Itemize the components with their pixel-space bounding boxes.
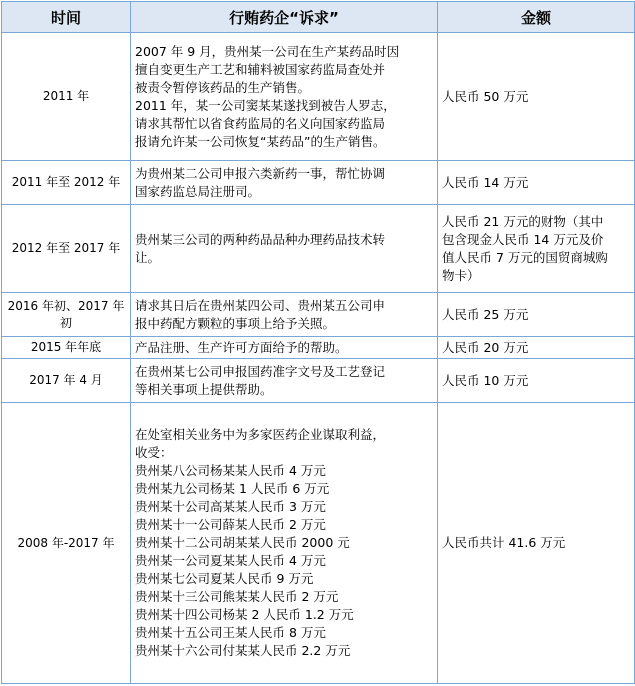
demand-line: 贵州某十二公司胡某某人民币 2000 元	[135, 535, 350, 550]
demand-line: 贵州某八公司杨某某人民币 4 万元	[135, 463, 326, 478]
cell-demand	[131, 33, 438, 161]
demand-line: 贵州某十六公司付某某人民币 2.2 万元	[135, 643, 351, 658]
cell-amount	[438, 161, 635, 205]
demand-line: 请求其帮忙以省食药监局的名义向国家药监局	[135, 115, 386, 131]
demand-line: 2007 年 9 月，贵州某一公司在生产某药品时因	[135, 43, 400, 59]
cell-demand	[131, 359, 438, 403]
cell-time: 2008 年-2017 年	[2, 403, 131, 684]
cell-demand	[131, 403, 438, 684]
bribery-table	[1, 1, 635, 684]
amount-line: 人民币 20 万元	[442, 339, 529, 355]
cell-demand	[131, 293, 438, 337]
amount-line: 人民币 21 万元的财物（其中	[442, 213, 604, 229]
header-demand: 行贿药企“诉求”	[131, 2, 438, 33]
cell-amount	[438, 205, 635, 293]
header-time: 时间	[2, 2, 131, 33]
table-row	[2, 33, 635, 161]
amount-line: 人民币 25 万元	[442, 306, 529, 322]
cell-demand	[131, 337, 438, 359]
cell-time: 2011 年	[2, 33, 131, 161]
amount-line: 人民币 14 万元	[442, 174, 529, 190]
demand-line: 报中药配方颗粒的事项上给予关照。	[135, 315, 336, 331]
header-row	[2, 2, 635, 33]
cell-amount	[438, 293, 635, 337]
demand-line: 在处室相关业务中为多家医药企业谋取利益，	[135, 427, 386, 442]
demand-line: 贵州某一公司夏某某人民币 4 万元	[135, 553, 326, 568]
table-row	[2, 403, 635, 684]
cell-time: 2017 年 4 月	[2, 359, 131, 403]
demand-line: 让。	[135, 249, 161, 265]
table-row	[2, 161, 635, 205]
amount-line: 包含现金人民币 14 万元及价	[442, 231, 604, 247]
amount-line: 值人民币 7 万元的国贸商城购	[442, 249, 608, 265]
demand-line: 贵州某三公司的两种药品品种办理药品技术转	[135, 231, 386, 247]
demand-line: 贵州某十公司高某某人民币 3 万元	[135, 499, 326, 514]
cell-time: 2011 年至 2012 年	[2, 161, 131, 205]
cell-time: 2015 年年底	[2, 337, 131, 359]
table-row	[2, 359, 635, 403]
amount-line: 物卡）	[442, 267, 480, 283]
demand-line: 贵州某九公司杨某 1 人民币 6 万元	[135, 481, 330, 496]
demand-line: 等相关事项上提供帮助。	[135, 381, 273, 397]
demand-line: 在贵州某七公司申报国药准字文号及工艺登记	[135, 363, 386, 379]
demand-line: 贵州某七公司夏某人民币 9 万元	[135, 571, 314, 586]
cell-time: 2016 年初、2017 年初	[2, 293, 131, 337]
demand-line: 2011 年，某一公司窦某某遂找到被告人罗志，	[135, 97, 396, 113]
demand-line: 产品注册、生产许可方面给予的帮助。	[135, 339, 348, 355]
amount-line: 人民币共计 41.6 万元	[442, 535, 566, 550]
demand-line: 报请允许某一公司恢复“某药品”的生产销售。	[135, 133, 386, 149]
demand-line: 贵州某十四公司杨某 2 人民币 1.2 万元	[135, 607, 354, 622]
demand-line: 擅自变更生产工艺和辅料被国家药监局查处并	[135, 61, 386, 77]
cell-amount	[438, 403, 635, 684]
table-row	[2, 293, 635, 337]
table-row	[2, 337, 635, 359]
cell-amount	[438, 337, 635, 359]
table-row	[2, 205, 635, 293]
demand-line: 为贵州某二公司申报六类新药一事，帮忙协调	[135, 165, 386, 181]
cell-demand	[131, 205, 438, 293]
amount-line: 人民币 10 万元	[442, 372, 529, 388]
cell-demand	[131, 161, 438, 205]
demand-line: 贵州某十五公司王某人民币 8 万元	[135, 625, 326, 640]
cell-time: 2012 年至 2017 年	[2, 205, 131, 293]
amount-line: 人民币 50 万元	[442, 88, 529, 104]
table-body	[2, 33, 635, 684]
cell-amount	[438, 359, 635, 403]
demand-line: 国家药监总局注册司。	[135, 183, 261, 199]
demand-line: 贵州某十一公司薛某人民币 2 万元	[135, 517, 326, 532]
demand-line: 被责令暂停该药品的生产销售。	[135, 79, 311, 95]
cell-amount	[438, 33, 635, 161]
demand-line: 贵州某十三公司熊某某人民币 2 万元	[135, 589, 339, 604]
demand-line: 收受：	[135, 445, 173, 460]
demand-line: 请求其日后在贵州某四公司、贵州某五公司申	[135, 297, 386, 313]
header-amount: 金额	[438, 2, 635, 33]
